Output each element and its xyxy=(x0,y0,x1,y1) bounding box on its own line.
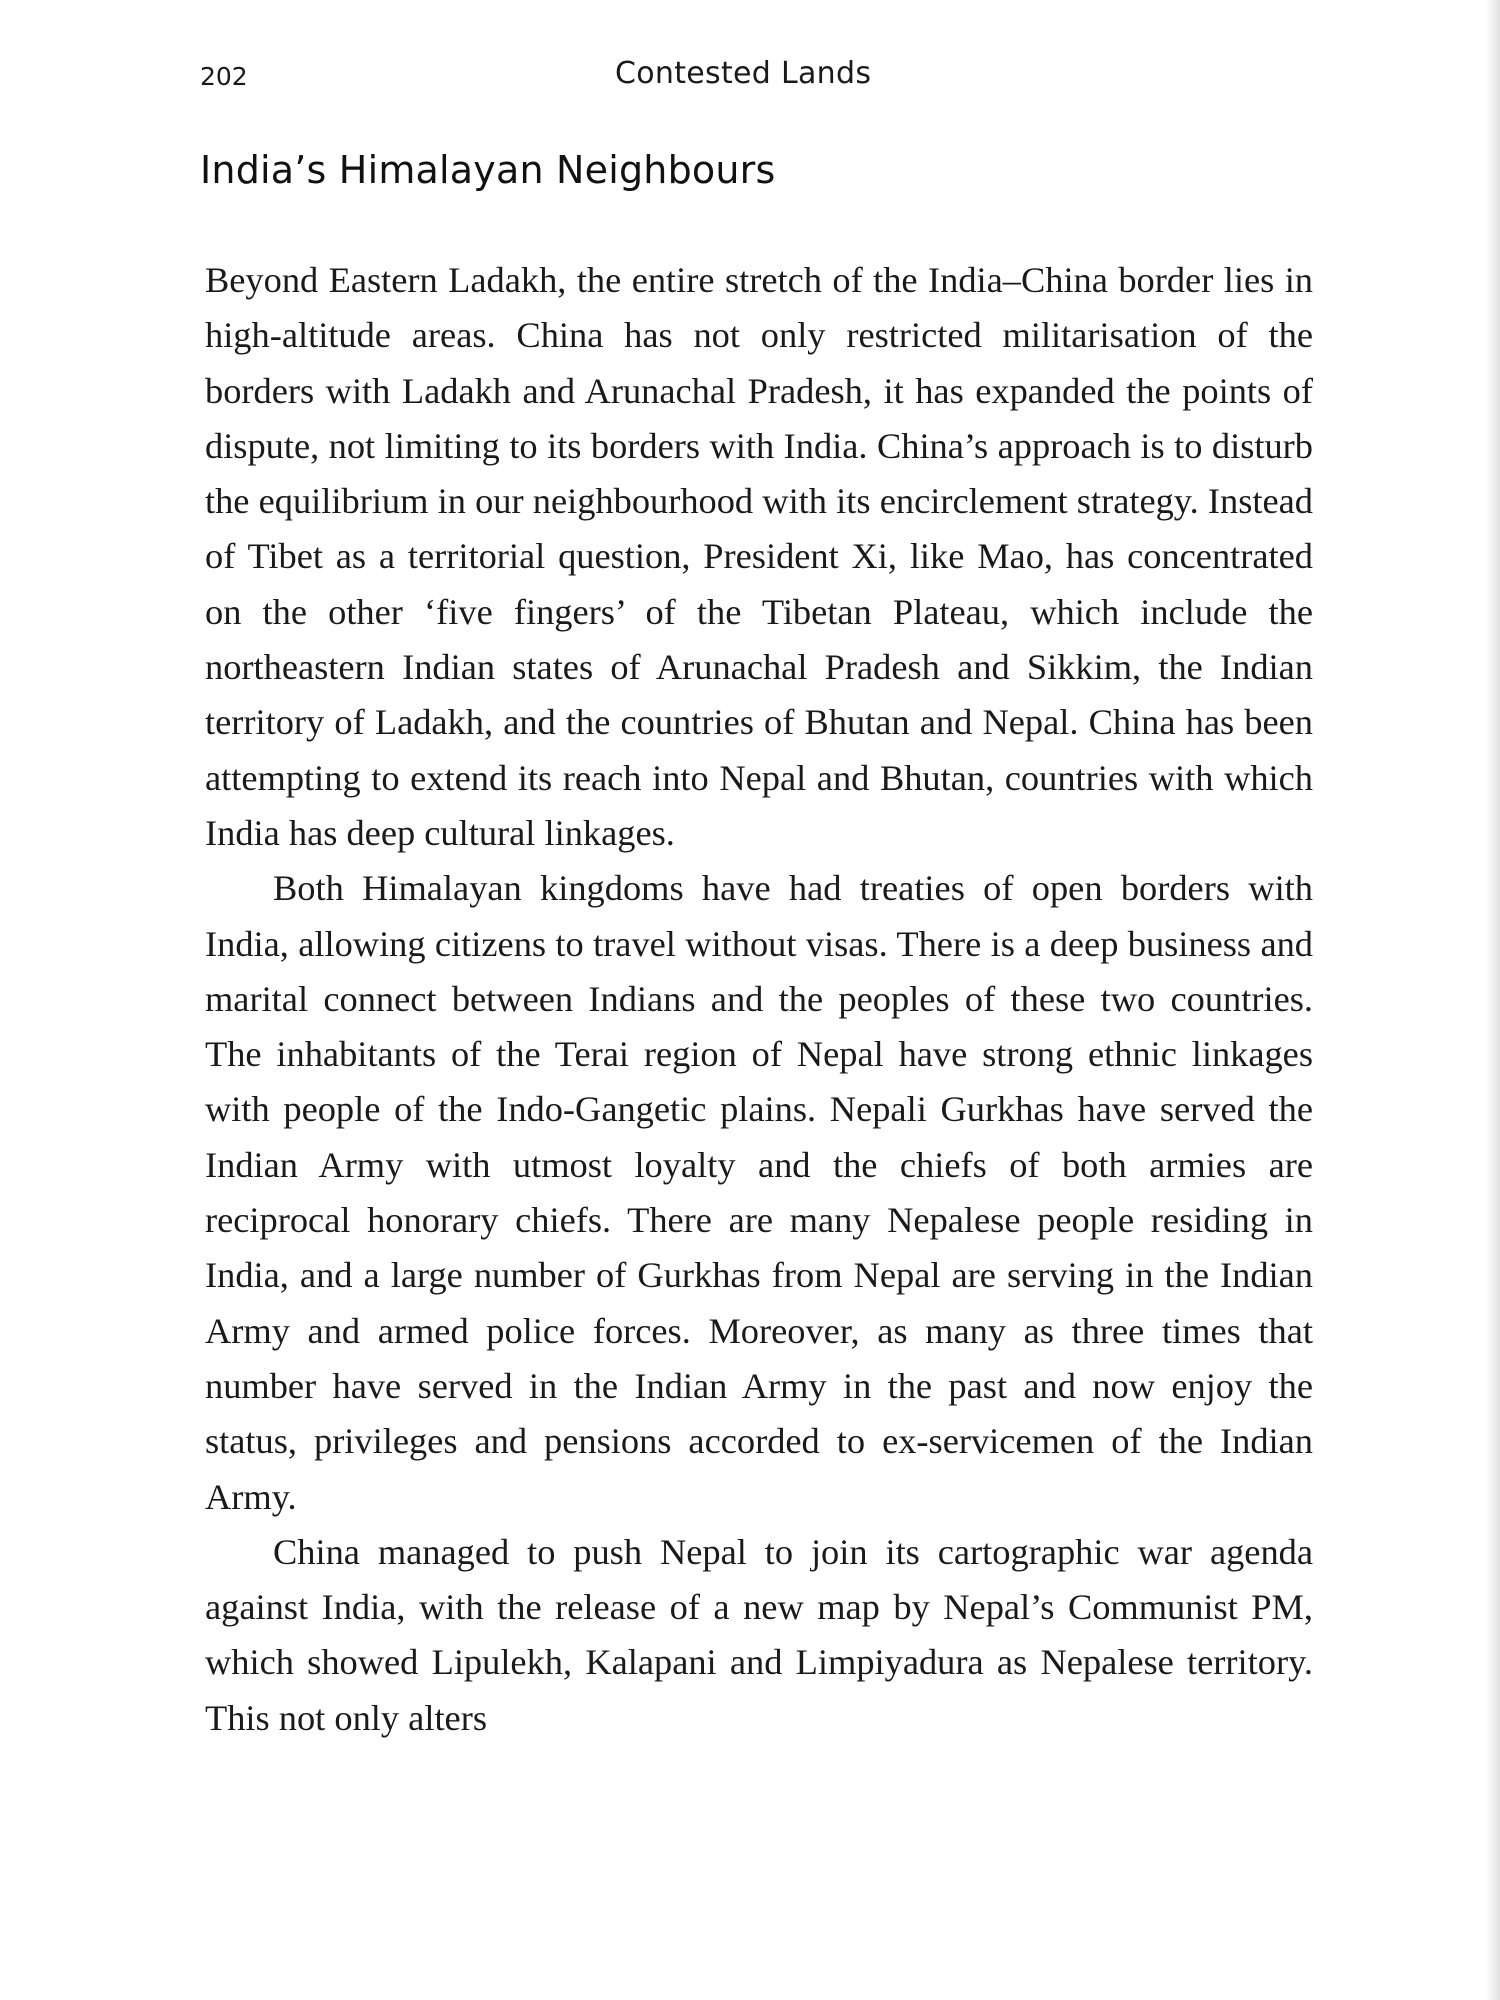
running-title: Contested Lands xyxy=(615,56,872,91)
paragraph-3: China managed to push Nepal to join its cartographic war agenda against India, with the release of a new map by Nepal’s Communist PM, which showed Lipulekh, Kalapani and Limpiyadura as Nepalese territory. This not only alters xyxy=(205,1531,1313,1738)
section-heading: India’s Himalayan Neighbours xyxy=(200,148,776,192)
running-header xyxy=(200,54,1320,102)
paragraph-1: Beyond Eastern Ladakh, the entire stretch of the India–China border lies in high-altitude areas. China has not only restricted militarisation of the borders with Ladakh and Arunachal Pradesh, it has expanded the points of dispute, not limiting to its borders with India. China’s approach is to disturb the equilibrium in our neighbourhood with its encirclement strategy. Instead of Tibet as a territorial question, President Xi, like Mao, has concentrated on the other ‘five fingers’ of the Tibetan Plateau, which include the northeastern Indian states of Arunachal Pradesh and Sikkim, the Indian territory of Ladakh, and the countries of Bhutan and Nepal. China has been attempting to extend its reach into Nepal and Bhutan, countries with which India has deep cultural linkages. xyxy=(205,260,1313,853)
page-edge-shadow xyxy=(1486,0,1500,2000)
paragraph-2: Both Himalayan kingdoms have had treaties of open borders with India, allowing citizens to travel without visas. There is a deep business and marital connect between Indians and the peoples of these two countries. The inhabitants of the Terai region of Nepal have strong ethnic linkages with people of the Indo-Gangetic plains. Nepali Gurkhas have served the Indian Army with utmost loyalty and the chiefs of both armies are reciprocal honorary chiefs. There are many Nepalese people residing in India, and a large number of Gurkhas from Nepal are serving in the Indian Army and armed police forces. Moreover, as many as three times that number have served in the Indian Army in the past and now enjoy the status, privileges and pensions accorded to ex-servicemen of the Indian Army. xyxy=(205,868,1313,1517)
body-text xyxy=(205,253,1313,1746)
page-number: 202 xyxy=(200,62,248,91)
